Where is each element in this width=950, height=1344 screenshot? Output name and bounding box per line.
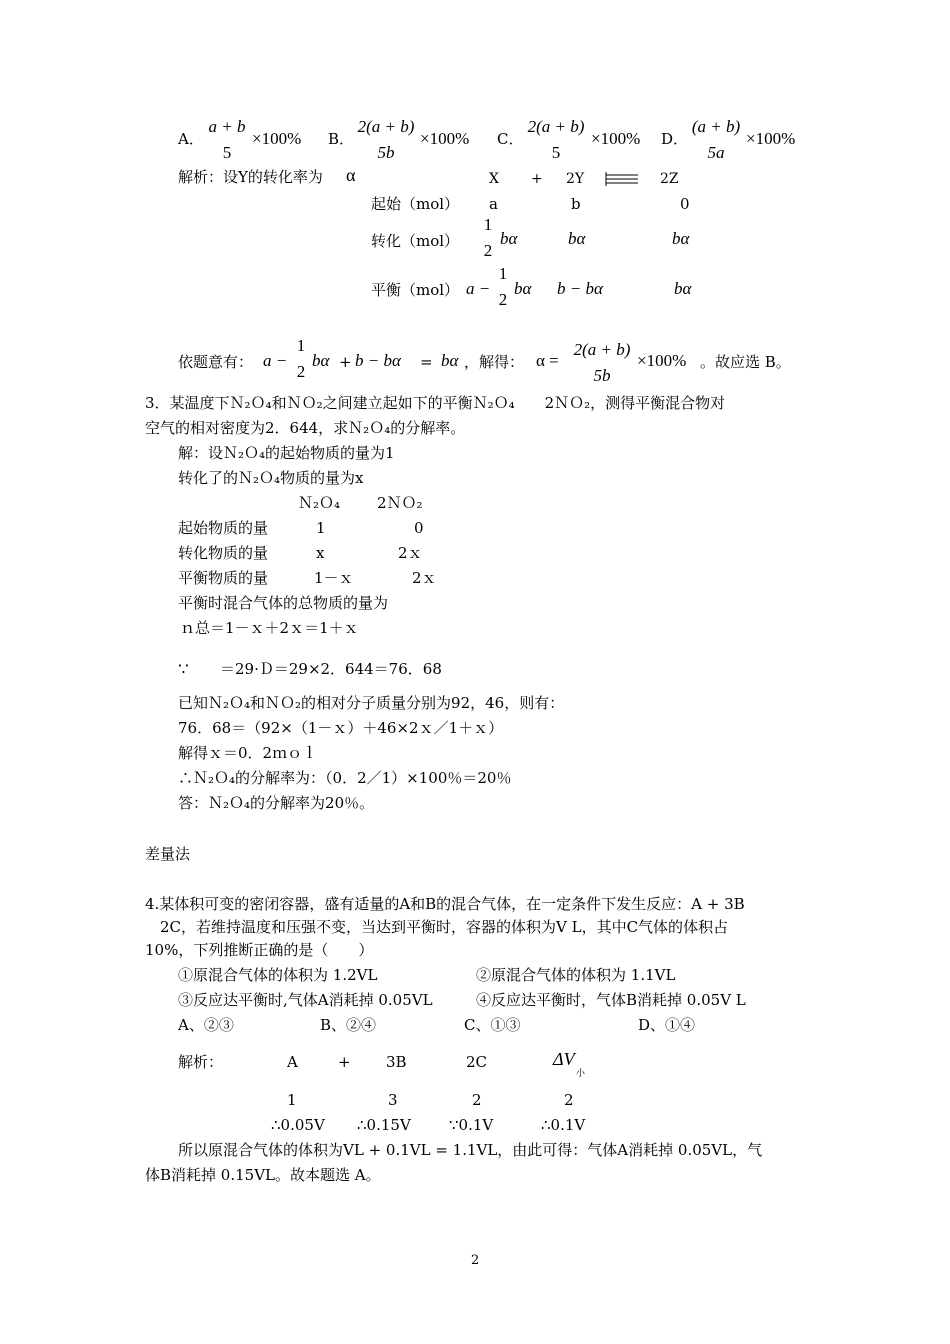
option-b-label: B． [328, 130, 355, 148]
alpha-symbol: α [346, 165, 356, 185]
q4-n4: 2 [564, 1091, 574, 1109]
option-b-times: ×100% [420, 129, 470, 148]
option-d-times: ×100% [746, 129, 796, 148]
since-balpha-rhs: bα [441, 351, 459, 370]
row-conv-label: 转化（mol） [371, 232, 460, 250]
q3-row1-label: 起始物质的量 [178, 519, 269, 537]
q4-line2: 2C，若维持温度和压强不变，当达到平衡时，容器的体积为V L，其中C气体的体积占 [145, 918, 729, 936]
half-denominator: 2 [483, 241, 493, 260]
row-eq-label: 平衡（mol） [371, 281, 460, 299]
solve-label: ，解得： [464, 353, 525, 371]
q3-line2: 空气的相对密度为2．644，求Ｎ₂Ｏ₄的分解率。 [145, 419, 466, 437]
solution-intro: 解析：设Y的转化率为 [178, 168, 323, 186]
q4-choice-c: C、①③ [464, 1016, 521, 1034]
q4-option-2: ②原混合气体的体积为 1.1VL [476, 966, 676, 984]
option-b-fraction [352, 118, 420, 161]
q4-h-a: A [287, 1053, 298, 1071]
half-fraction-3 [292, 337, 310, 380]
since-plus: + [339, 353, 352, 371]
conv-z: bα [672, 229, 690, 248]
since-b-minus: b − bα [355, 351, 401, 370]
fraction-bar [352, 139, 420, 140]
eq-2y: 2Y [566, 171, 585, 187]
conv-x: bα [500, 229, 518, 248]
eq-2z: 2Z [660, 171, 679, 187]
answer-fraction [568, 341, 636, 384]
q3-row2-b: 2ｘ [398, 544, 423, 562]
q4-option-3: ③反应达平衡时,气体A消耗掉 0.05VL [178, 991, 433, 1009]
option-d-numerator: (a + b) [691, 117, 741, 136]
half-fraction-2 [494, 265, 512, 308]
q3-step7: 76．68＝（92×（1－ｘ）＋46×2ｘ／1＋ｘ） [178, 719, 504, 737]
q4-n2: 3 [388, 1091, 398, 1109]
fraction-bar [568, 362, 636, 363]
q4-n3: 2 [472, 1091, 482, 1109]
q4-h-3b: 3B [386, 1053, 407, 1071]
q3-row2-label: 转化物质的量 [178, 544, 269, 562]
equilibrium-arrow-icon [604, 172, 640, 186]
option-c-numerator: 2(a + b) [527, 117, 585, 136]
conv-y: bα [568, 229, 586, 248]
option-d-denominator: 5a [707, 143, 725, 162]
option-a-denominator: 5 [222, 143, 232, 162]
eq-x-balpha: bα [514, 279, 532, 298]
q3-step6: 已知Ｎ₂Ｏ₄和ＮＯ₂的相对分子质量分别为92，46，则有： [178, 694, 565, 712]
eq-plus: + [531, 171, 543, 187]
answer-times: ×100% [637, 351, 687, 370]
option-b-numerator: 2(a + b) [357, 117, 415, 136]
q4-line1: 4.某体积可变的密闭容器，盛有适量的A和B的混合气体，在一定条件下发生反应：A + 3B [145, 895, 745, 913]
option-c-times: ×100% [591, 129, 641, 148]
option-b-denominator: 5b [377, 143, 395, 162]
eq-y-balpha: b − bα [557, 279, 603, 298]
q4-choice-b: B、②④ [320, 1016, 377, 1034]
q4-v3: ∵0.1V [449, 1116, 494, 1134]
fraction-bar [479, 237, 497, 238]
fraction-bar [522, 139, 590, 140]
fraction-bar [204, 139, 250, 140]
half-denominator-3: 2 [296, 362, 306, 381]
option-d-fraction [686, 118, 746, 161]
q3-row3-b: 2ｘ [412, 569, 437, 587]
q4-conclusion-1: 所以原混合气体的体积为VL + 0.1VL = 1.1VL，由此可得：气体A消耗掉 0.05VL，气 [178, 1141, 763, 1159]
because-symbol: ∵ [178, 660, 189, 680]
q4-analysis-label: 解析： [178, 1053, 224, 1071]
q4-h-2c: 2C [466, 1053, 488, 1071]
q3-step8: 解得ｘ＝0．2ｍｏｌ [178, 744, 318, 762]
q4-option-4: ④反应达平衡时，气体B消耗掉 0.05V L [476, 991, 746, 1009]
answer-denominator: 5b [593, 366, 611, 385]
fraction-bar [494, 286, 512, 287]
q3-row3-a: 1－ｘ [314, 569, 354, 587]
since-balpha: bα [312, 351, 330, 370]
delta-v-symbol: ΔV [553, 1049, 575, 1069]
q3-step4: ｎ总＝1－ｘ＋2ｘ＝1＋ｘ [180, 619, 359, 637]
option-d-label: D． [661, 130, 689, 148]
answer-numerator: 2(a + b) [573, 340, 631, 359]
q3-step3: 平衡时混合气体的总物质的量为 [178, 594, 389, 612]
q4-v2: ∴0.15V [357, 1116, 411, 1134]
q3-step5: ＝29·Ｄ＝29×2．644＝76．68 [220, 660, 442, 678]
q3-row2-a: x [316, 544, 325, 562]
q4-choice-a: A、②③ [178, 1016, 234, 1034]
q3-row1-a: 1 [316, 519, 326, 537]
row-start-c: 0 [680, 195, 690, 213]
alpha-equals: α = [536, 351, 559, 370]
delta-v-subscript: 小 [576, 1069, 586, 1079]
half-numerator-3: 1 [296, 336, 306, 355]
q3-step2: 转化了的Ｎ₂Ｏ₄物质的量为x [178, 469, 364, 487]
fraction-bar [686, 139, 746, 140]
q4-choice-d: D、①④ [638, 1016, 696, 1034]
q3-step9: ∴Ｎ₂Ｏ₄的分解率为：（0．2／1）×100％＝20％ [178, 769, 512, 787]
half-fraction [479, 216, 497, 259]
q3-line1: 3．某温度下Ｎ₂Ｏ₄和ＮＯ₂之间建立起如下的平衡Ｎ₂Ｏ₄ 2ＮＯ₂，测得平衡混合物对 [145, 394, 726, 412]
q4-n1: 1 [287, 1091, 297, 1109]
q4-line3: 10%，下列推断正确的是（ ） [145, 941, 374, 959]
option-c-denominator: 5 [551, 143, 561, 162]
q3-eq-left: Ｎ₂Ｏ₄ [298, 494, 341, 512]
option-c-fraction [522, 118, 590, 161]
since-a-minus: a − [263, 351, 288, 370]
q4-conclusion-2: 体B消耗掉 0.15VL。故本题选 A。 [145, 1166, 381, 1184]
page-number: 2 [471, 1253, 480, 1268]
q3-step1: 解：设Ｎ₂Ｏ₄的起始物质的量为1 [178, 444, 395, 462]
q3-row1-b: 0 [414, 519, 424, 537]
q4-v4: ∴0.1V [541, 1116, 586, 1134]
q2-conclusion: 。故应选 B。 [700, 353, 791, 371]
q3-answer: 答：Ｎ₂Ｏ₄的分解率为20％。 [178, 794, 375, 812]
eq-a-minus: a − [466, 279, 491, 298]
half-numerator: 1 [483, 215, 493, 234]
q4-h-plus: + [338, 1053, 351, 1071]
option-a-numerator: a + b [208, 117, 246, 136]
q4-option-1: ①原混合气体的体积为 1.2VL [178, 966, 378, 984]
option-a-times: ×100% [252, 129, 302, 148]
option-a-fraction [204, 118, 250, 161]
row-start-a: a [489, 195, 498, 213]
q3-eq-right: 2ＮＯ₂ [377, 494, 423, 512]
section-title: 差量法 [145, 845, 191, 863]
option-a-label: A． [178, 130, 204, 148]
since-label: 依题意有： [178, 353, 254, 371]
q4-v1: ∴0.05V [271, 1116, 325, 1134]
half-numerator-2: 1 [498, 264, 508, 283]
eq-x: X [489, 171, 499, 187]
fraction-bar [292, 358, 310, 359]
q3-row3-label: 平衡物质的量 [178, 569, 269, 587]
row-start-b: b [571, 195, 581, 213]
eq-z-balpha: bα [674, 279, 692, 298]
row-start-label: 起始（mol） [371, 195, 460, 213]
since-equals: = [420, 353, 433, 371]
option-c-label: C． [497, 130, 524, 148]
half-denominator-2: 2 [498, 290, 508, 309]
